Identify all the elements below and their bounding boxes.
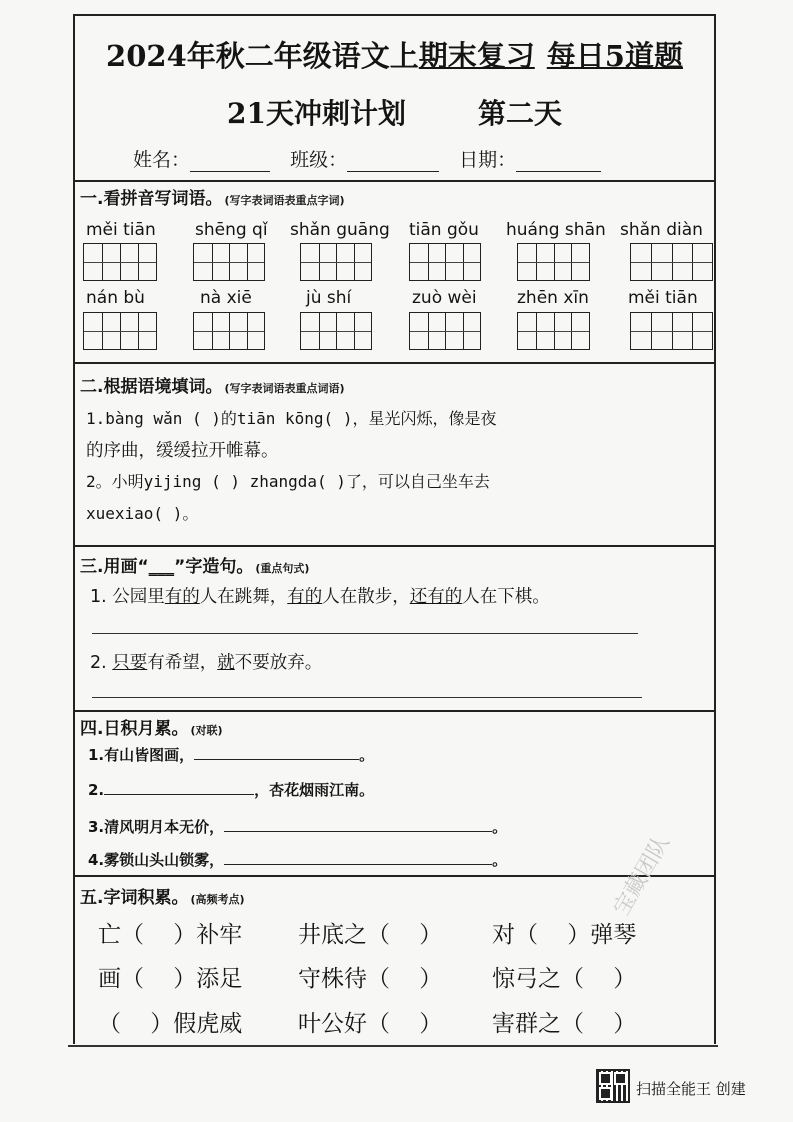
text: 有希望， [147,653,218,673]
couplet-2 [88,779,374,800]
divider [73,362,716,364]
answer-blank[interactable] [224,850,492,865]
divider [73,180,716,182]
section3-note: (重点句式) [255,562,310,575]
idiom-item: 害群之（ ） [492,1011,637,1037]
writing-grid[interactable] [193,243,265,281]
section2-title [80,372,345,397]
text: 4.雾锁山头山锁雾， [88,851,225,869]
text: 2. [88,781,105,799]
section2-note: (写字表词语表重点词语) [224,382,345,395]
text: 人在散步， [322,587,410,607]
idiom-item: 叶公好（ ） [298,1011,443,1037]
idiom-item: 画（ ）添足 [98,966,243,992]
writing-grid[interactable] [193,312,265,350]
day-label: 第二天 [477,97,562,130]
writing-grid[interactable] [300,312,372,350]
pinyin: shēng qǐ [195,220,268,240]
section5-title [80,883,245,908]
text: 。 [359,746,375,764]
section4-heading: 四.日积月累。 [80,719,189,739]
subtitle [73,92,716,132]
pinyin: nà xiē [200,288,252,308]
question-2-1-line2: 的序曲，缓缓拉开帷幕。 [86,441,279,461]
section5-note: (高频考点) [190,893,245,906]
underlined-word: 有的 [287,587,323,607]
idiom-item: 对（ ）弹琴 [492,922,637,948]
pinyin: tiān gǒu [409,220,479,240]
pinyin: měi tiān [628,288,698,308]
writing-grid[interactable] [630,312,713,350]
text: 1. 公园里 [90,587,165,607]
underlined-word: 还有的 [409,587,463,607]
date-field[interactable] [516,153,601,172]
pinyin: huáng shān [506,220,606,240]
text: 人在下棋。 [462,587,550,607]
date-label: 日期： [459,149,517,171]
text: 。 [492,851,508,869]
title-part3: 每日5道题 [546,39,683,73]
writing-grid[interactable] [409,312,481,350]
answer-blank[interactable] [194,745,359,760]
question-2-2-line2: xuexiao( )。 [86,504,199,523]
underlined-word: 就 [217,653,235,673]
pinyin: shǎn diàn [620,220,703,240]
page-title [73,34,716,75]
pinyin: shǎn guāng [290,220,390,240]
qr-code-icon [596,1069,630,1103]
pinyin: zuò wèi [412,288,477,308]
idiom-item: （ ）假虎威 [98,1011,243,1037]
underlined-word: 有的 [164,587,200,607]
text: 不要放弃。 [234,653,323,673]
idiom-item: 井底之（ ） [298,922,443,948]
pinyin: měi tiān [86,220,156,240]
text: 。 [492,818,508,836]
couplet-3 [88,816,507,837]
writing-grid[interactable] [630,243,713,281]
idiom-item: 亡（ ）补牢 [98,922,243,948]
title-part2: 期末复习 [418,39,535,73]
name-label: 姓名： [133,149,191,171]
question-3-2 [90,649,322,674]
question-3-1 [90,583,550,608]
question-2-2-line1: 2。小明yijing ( ) zhangda( )了，可以自己坐车去 [86,472,490,491]
section2-heading: 二.根据语境填词。 [80,377,223,397]
answer-line[interactable] [92,633,638,634]
title-part1: 2024年秋二年级语文上 [106,39,419,73]
question-2-1-line1: 1.bàng wǎn ( )的tiān kōng( )，星光闪烁，像是夜 [86,409,497,428]
text: 3.清风明月本无价， [88,818,225,836]
writing-grid[interactable] [83,243,157,281]
section3-heading-blank: ___ [148,557,175,577]
section4-title [80,714,223,739]
text: ，杏花烟雨江南。 [254,781,375,799]
bottom-rule [68,1045,718,1047]
writing-grid[interactable] [517,243,590,281]
writing-grid[interactable] [83,312,157,350]
pinyin: jù shí [306,288,352,308]
plan-label: 21天冲刺计划 [227,97,406,130]
section3-heading-a: 三.用画“ [80,557,149,577]
section1-note: (写字表词语表重点字词) [224,194,345,207]
writing-grid[interactable] [300,243,372,281]
divider [73,875,716,877]
section1-heading: 一.看拼音写词语。 [80,189,223,209]
idiom-item: 守株待（ ） [298,966,443,992]
writing-grid[interactable] [409,243,481,281]
text: 1.有山皆图画， [88,746,195,764]
scanner-credit: 扫描全能王 创建 [636,1080,746,1098]
couplet-1 [88,744,374,765]
text: 人在跳舞， [199,587,288,607]
answer-blank[interactable] [104,780,254,795]
name-field[interactable] [190,153,270,172]
section5-heading: 五.字词积累。 [80,888,189,908]
section4-note: (对联) [190,724,223,737]
section3-title [80,552,309,577]
underlined-word: 只要 [112,653,148,673]
divider [73,710,716,712]
answer-line[interactable] [92,697,642,698]
pinyin: zhēn xīn [517,288,589,308]
student-info [133,145,615,172]
section1-title [80,184,345,209]
section3-heading-b: ”字造句。 [174,557,254,577]
class-field[interactable] [347,153,439,172]
idiom-item: 惊弓之（ ） [492,966,637,992]
couplet-4 [88,849,507,870]
class-label: 班级： [290,149,348,171]
divider [73,545,716,547]
answer-blank[interactable] [224,817,492,832]
text: 2. [90,653,113,673]
watermark: 宝藏团队 [609,831,675,920]
writing-grid[interactable] [517,312,590,350]
pinyin: nán bù [86,288,145,308]
